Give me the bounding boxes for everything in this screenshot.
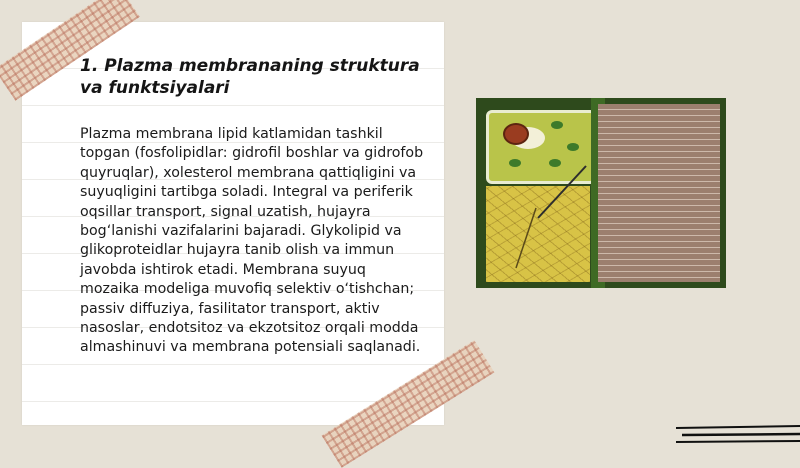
illustration-text-panel — [598, 104, 720, 282]
decorative-lines-icon — [676, 424, 800, 444]
plant-cell-illustration-image — [476, 98, 726, 288]
slide-title: 1. Plazma membrananing struktura va funktsiyalari — [80, 56, 420, 98]
slide-body-text: Plazma membrana lipid katlamidan tashkil topgan (fosfolipidlar: gidrofil boshlar va gidrofob quyruqlar), xolesterol membrana qattiqligini va suyuqligini tartibga soladi. Integral va periferik oqsillar transport, signal uzatish, hujayra bog‘lanishi vazifalarini bajaradi. Glykolipid va glikoproteidlar hujayra tanib olish va immun javobda ishtirok etadi. Membrana suyuq mozaika modeliga muvofiq selektiv o‘tishchan; passiv diffuziya, fasilitator transport, aktiv nasoslar, endotsitoz va ekzotsitoz orqali modda almashinuvi va membrana potensiali saqlanadi. — [80, 126, 424, 356]
